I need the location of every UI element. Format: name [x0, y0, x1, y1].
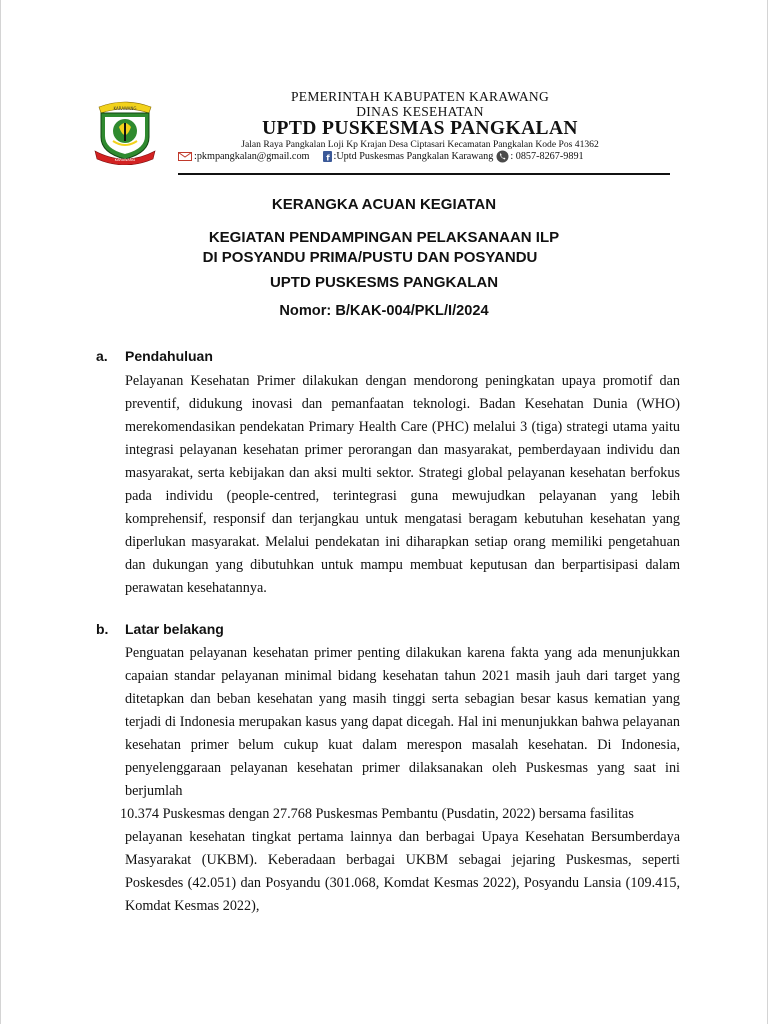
letterhead-address: Jalan Raya Pangkalan Loji Kp Krajan Desa Ciptasari Kecamatan Pangkalan Kode Pos 41362: [241, 139, 599, 150]
section-letter: a.: [96, 348, 108, 364]
activity-title-line-1: KEGIATAN PENDAMPINGAN PELAKSANAAN ILP: [208, 229, 560, 246]
svg-text:f: f: [326, 153, 331, 163]
letterhead-facebook: :Uptd Puskesmas Pangkalan Karawang: [333, 151, 494, 162]
karawang-regency-logo: [93, 97, 157, 165]
section-title: Pendahuluan: [125, 348, 213, 364]
activity-title-line-2: DI POSYANDU PRIMA/PUSTU DAN POSYANDU: [202, 249, 538, 266]
facebook-icon: [323, 151, 332, 162]
document-type-title: KERANGKA ACUAN KEGIATAN: [271, 196, 497, 213]
section-body-background: Penguatan pelayanan kesehatan primer penting dilakukan karena fakta yang ada menunjukkan capaian standar pelayanan minimal bidang kesehatan tahun 2021 masih jauh dari target yang ditetapkan dan beban kesehatan yang masih tinggi serta sebagian besar kasus kematian yang terjadi di Indonesia merupakan kasus yang dapat dicegah. Hal ini menunjukkan bahwa pelayanan kesehatan primer belum cukup kuat dalam merespon masalah kesehatan. Di Indonesia, penyelenggaraan pelayanan kesehatan primer dilaksanakan oleh Puskesmas yang saat ini berjumlah: [125, 645, 680, 799]
letterhead-divider: [178, 173, 670, 175]
letterhead-department: DINAS KESEHATAN: [356, 104, 484, 119]
letterhead-institution-name: UPTD PUSKESMAS PANGKALAN: [262, 118, 578, 139]
section-body-background-line: 10.374 Puskesmas dengan 27.768 Puskesmas Pembantu (Pusdatin, 2022) bersama fasilitas: [120, 806, 634, 822]
phone-icon: [496, 150, 509, 163]
svg-text:KARAWANG: KARAWANG: [114, 158, 136, 162]
section-heading-background: [96, 621, 224, 637]
unit-title: UPTD PUSKESMS PANGKALAN: [269, 274, 499, 291]
document-number: Nomor: B/KAK-004/PKL/I/2024: [279, 303, 489, 319]
section-title: Latar belakang: [125, 621, 224, 637]
letterhead-contacts: [178, 150, 698, 163]
email-icon: [178, 151, 192, 162]
svg-text:KARAWANG: KARAWANG: [113, 106, 137, 111]
letterhead-email: :pkmpangkalan@gmail.com: [194, 151, 310, 162]
letterhead: [0, 0, 768, 180]
section-body-introduction: Pelayanan Kesehatan Primer dilakukan dengan mendorong peningkatan upaya promotif dan preventif, didukung inovasi dan pemanfaatan teknologi. Badan Kesehatan Dunia (WHO) merekomendasikan pendekatan Primary Health Care (PHC) melalui 3 (tiga) strategi utama yaitu integrasi pelayanan kesehatan primer perorangan dan masyarakat, pemberdayaan individu dan masyarakat, serta kebijakan dan aksi multi sektor. Strategi global pelayanan kesehatan berfokus pada individu (people-centred, terintegrasi guna mewujudkan pelayanan yang lebih komprehensif, responsif dan terjangkau untuk mengatasi beragam kebutuhan kesehatan yang diperlukan masyarakat. Melalui pendekatan ini diharapkan setiap orang memiliki pengetahuan dan dukungan yang dibutuhkan untuk mampu membuat keputusan dan berpartisipasi dalam perawatan kesehatannya.: [125, 373, 680, 596]
letterhead-government: PEMERINTAH KABUPATEN KARAWANG: [290, 89, 550, 104]
letterhead-phone: : 0857-8267-9891: [510, 151, 584, 162]
section-heading-introduction: [96, 348, 213, 364]
section-body-background-continued: pelayanan kesehatan tingkat pertama lainnya dan berbagai Upaya Kesehatan Bersumberdaya Masyarakat (UKBM). Keberadaan berbagai UKBM sebagai jejaring Puskesmas, seperti Poskesdes (42.051) dan Posyandu (301.068, Komdat Kesmas 2022), Posyandu Lansia (109.415, Komdat Kesmas 2022),: [125, 829, 680, 914]
section-letter: b.: [96, 621, 109, 637]
